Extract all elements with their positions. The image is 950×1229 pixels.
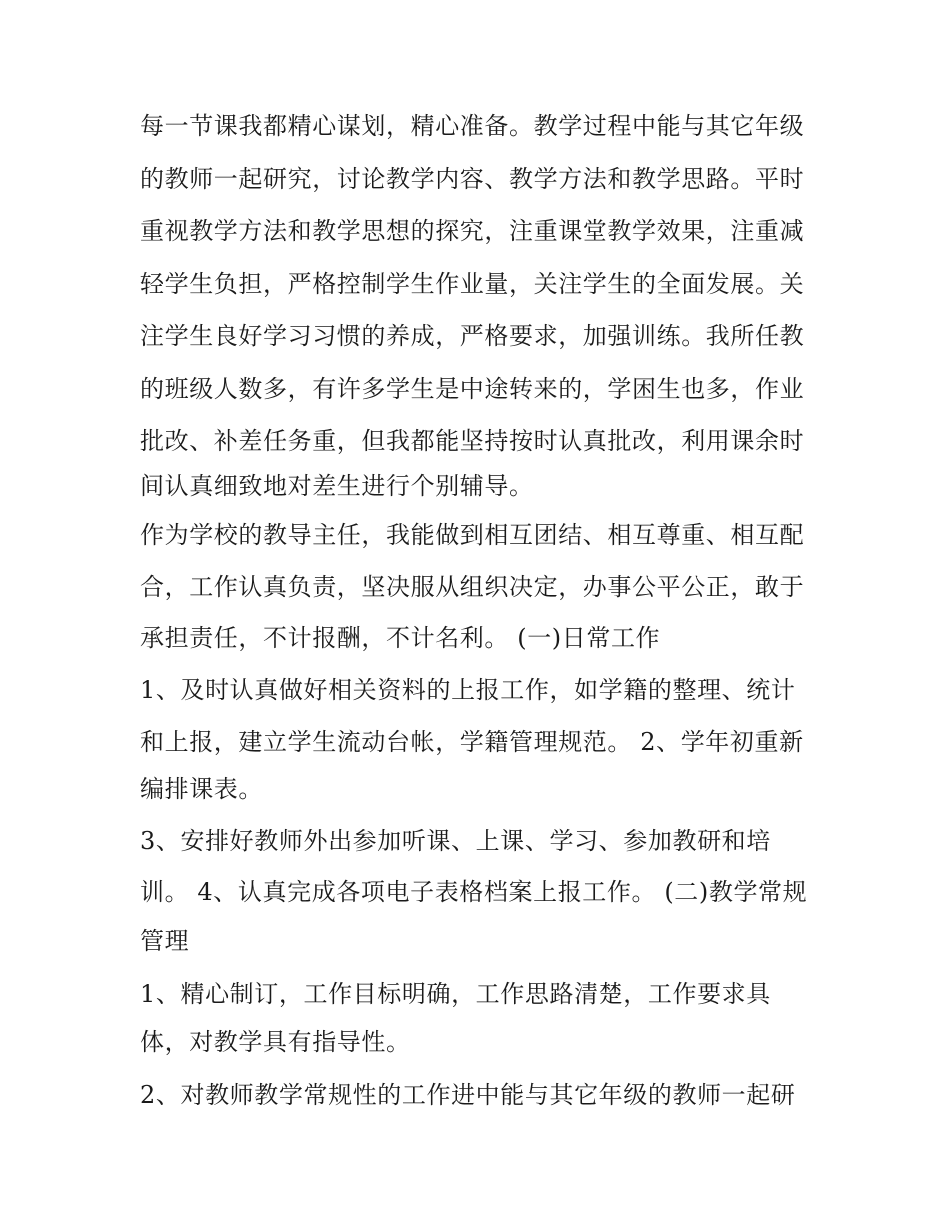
text-line: 合，工作认真负责，坚决服从组织决定，办事公平公正，敢于	[140, 573, 805, 601]
text-line: 和上报，建立学生流动台帐，学籍管理规范。 2、学年初重新	[140, 728, 804, 756]
text-line: 作为学校的教导主任，我能做到相互团结、相互尊重、相互配	[140, 521, 805, 549]
text-line: 注学生良好学习习惯的养成，严格要求，加强训练。我所任教	[140, 322, 805, 350]
text-line: 的班级人数多，有许多学生是中途转来的，学困生也多，作业	[140, 375, 805, 403]
text-line: 重视教学方法和教学思想的探究，注重课堂教学效果，注重减	[140, 217, 805, 245]
text-line: 每一节课我都精心谋划，精心准备。教学过程中能与其它年级	[140, 112, 805, 140]
text-line: 1、精心制订，工作目标明确，工作思路清楚，工作要求具	[140, 980, 771, 1008]
text-line: 训。 4、认真完成各项电子表格档案上报工作。 (二)教学常规	[140, 878, 808, 906]
text-line: 轻学生负担，严格控制学生作业量，关注学生的全面发展。关	[140, 270, 805, 298]
text-line: 批改、补差任务重，但我都能坚持按时认真批改，利用课余时	[140, 427, 805, 455]
text-line: 的教师一起研究，讨论教学内容、教学方法和教学思路。平时	[140, 165, 805, 193]
text-line: 间认真细致地对差生进行个别辅导。	[140, 472, 534, 500]
text-line: 体，对教学具有指导性。	[140, 1028, 411, 1056]
text-line: 2、对教师教学常规性的工作进中能与其它年级的教师一起研	[140, 1081, 796, 1109]
text-line: 3、安排好教师外出参加听课、上课、学习、参加教研和培	[140, 827, 771, 855]
text-line: 承担责任，不计报酬，不计名利。 (一)日常工作	[140, 624, 661, 652]
text-line: 编排课表。	[140, 775, 263, 803]
text-line: 管理	[140, 927, 190, 955]
text-line: 1、及时认真做好相关资料的上报工作，如学籍的整理、统计	[140, 676, 796, 704]
